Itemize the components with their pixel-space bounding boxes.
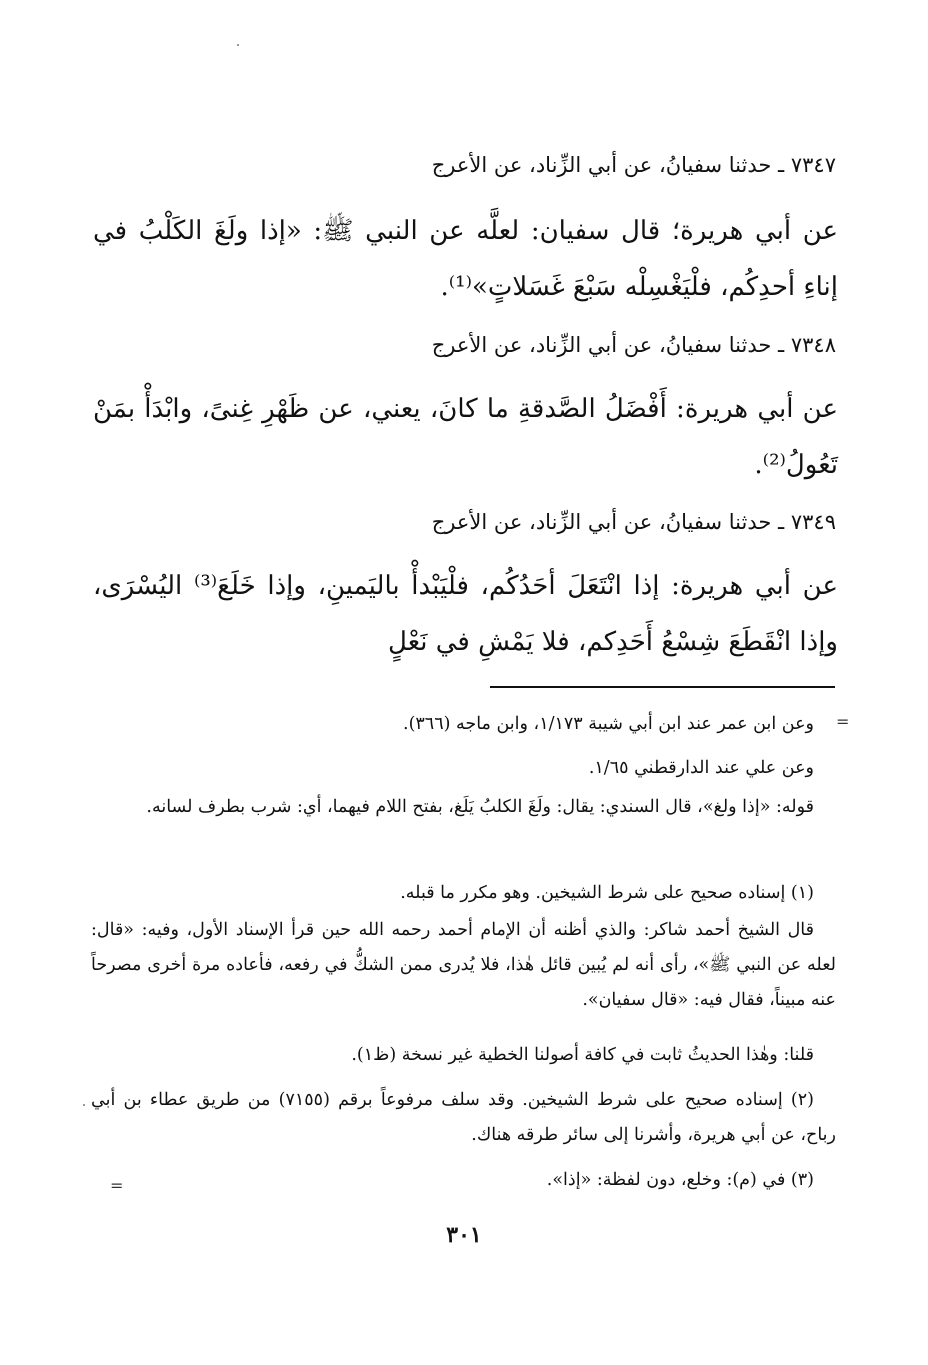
page-number: ٣٠١ [446,1222,482,1248]
footnote-divider [490,686,835,688]
footnote-3: (٣) في (م): وخلع، دون لفظة: «إذا». [546,1170,814,1190]
footnote-1-note: قلنا: وهٰذا الحديثُ ثابت في كافة أصولنا الخطية غير نسخة (ظ١). [351,1045,814,1065]
continuation-mark: = [836,712,850,731]
scan-speck [83,1104,85,1106]
hadith-7349-header: ٧٣٤٩ ـ حدثنا سفيانُ، عن أبي الزِّناد، عن الأعرج [431,510,836,534]
footnote-1-heading: (١) إسناده صحيح على شرط الشيخين. وهو مكرر ما قبله. [400,883,814,903]
footnote-continued-line-2: وعن علي عند الدارقطني ١/٦٥. [588,758,814,778]
hadith-7349-body: عن أبي هريرة: إذا انْتَعَلَ أحَدُكُم، فلْيَبْدأْ باليَمينِ، وإذا خَلَعَ⁽³⁾ اليُسْرَى، وإذا انْقَطَعَ شِسْعُ أَحَدِكم، فلا يَمْشِ في نَعْلٍ [93,571,838,657]
bottom-continuation-mark: = [110,1176,124,1195]
hadith-7347-header: ٧٣٤٧ ـ حدثنا سفيانُ، عن أبي الزِّناد، عن الأعرج [431,153,836,177]
hadith-7348-header: ٧٣٤٨ ـ حدثنا سفيانُ، عن أبي الزِّناد، عن الأعرج [431,333,836,357]
footnote-1-body: قال الشيخ أحمد شاكر: والذي أظنه أن الإمام أحمد رحمه الله حين قرأ الإسناد الأول، وفيه: «قال: لعله عن النبي ﷺ»، رأى أنه لم يُبين قائل هٰذا، فلا يُدرى ممن الشكُّ في رفعه، فأعاده مرة أخرى مصرحاً عنه مبيناً، فقال فيه: «قال سفيان». [91,920,836,1010]
hadith-7347-body: عن أبي هريرة؛ قال سفيان: لعلَّه عن النبي ﷺ: «إذا ولَغَ الكَلْبُ في إناءِ أحدِكُم، فلْيَغْسِلْه سَبْعَ غَسَلاتٍ»⁽¹⁾. [93,216,838,302]
footnote-continued-line-3: قوله: «إذا ولغ»، قال السندي: يقال: ولَغَ الكلبُ يَلَغ، بفتح اللام فيهما، أي: شرب بطرف لسانه. [146,797,814,817]
footnote-continued-line-1: وعن ابن عمر عند ابن أبي شيبة ١/١٧٣، وابن ماجه (٣٦٦). [403,714,814,734]
scan-speck [237,44,239,46]
hadith-7348-body: عن أبي هريرة: أَفْضَلُ الصَّدقةِ ما كانَ، يعني، عن ظَهْرِ غِنىً، وابْدَأْ بمَنْ تَعُولُ⁽²⁾. [93,394,838,480]
footnote-2: (٢) إسناده صحيح على شرط الشيخين. وقد سلف مرفوعاً برقم (٧١٥٥) من طريق عطاء بن أبي رباح، عن أبي هريرة، وأشرنا إلى سائر طرقه هناك. [91,1090,836,1145]
